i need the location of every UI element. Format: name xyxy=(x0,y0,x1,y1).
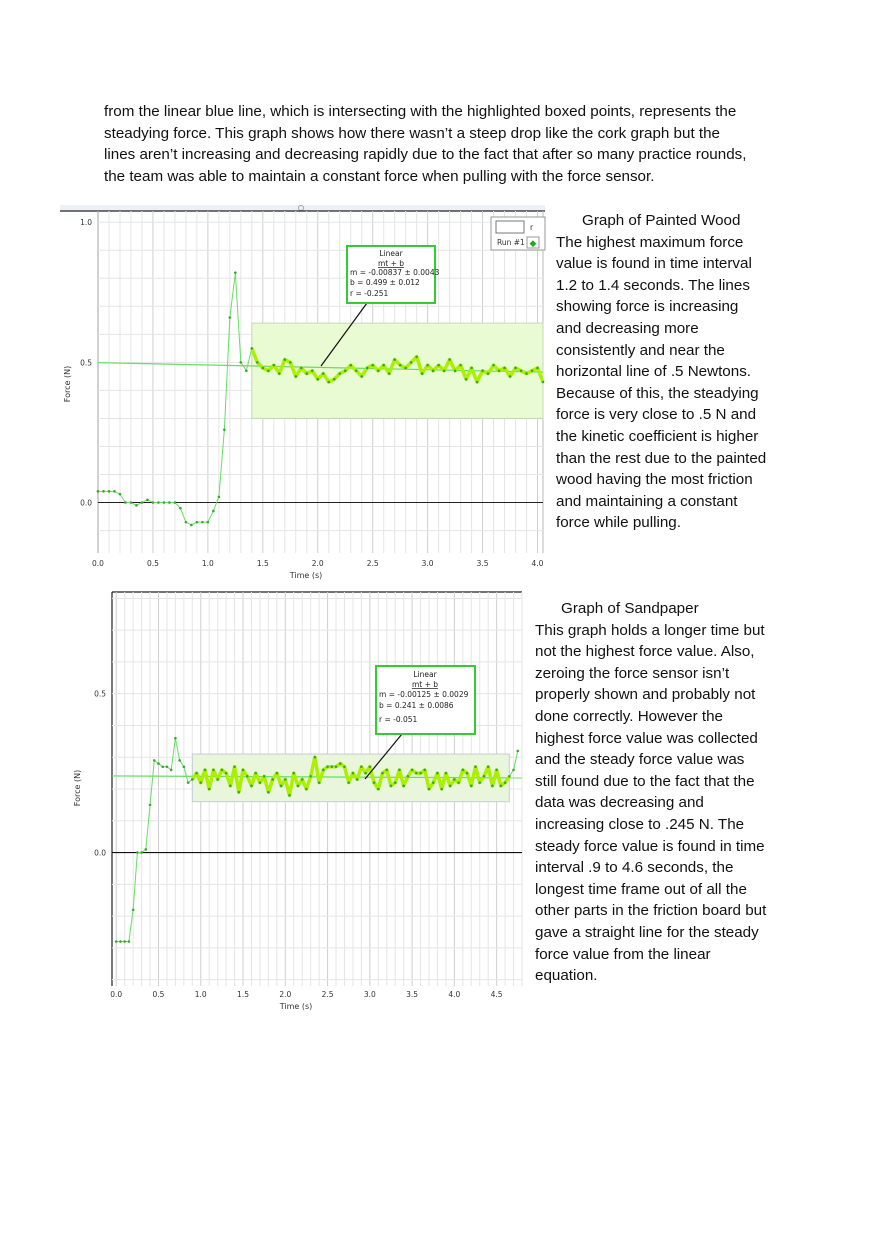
description-line: force is very close to .5 N and xyxy=(556,406,757,424)
intro-line: steadying force. This graph shows how there wasn’t a steep drop like the cork graph but the xyxy=(104,124,721,142)
data-point xyxy=(254,772,257,775)
data-point xyxy=(393,358,396,361)
description-line: showing force is increasing xyxy=(556,298,739,316)
data-point xyxy=(344,369,347,372)
data-point xyxy=(240,361,243,364)
data-point xyxy=(356,778,359,781)
description-line: longest time frame out of all the xyxy=(535,880,747,898)
fit-title: Linear xyxy=(413,670,437,679)
data-point xyxy=(410,361,413,364)
data-point xyxy=(333,378,336,381)
data-point xyxy=(453,778,456,781)
data-point xyxy=(288,794,291,797)
data-point xyxy=(411,769,414,772)
data-point xyxy=(470,367,473,370)
data-point xyxy=(221,769,224,772)
data-point xyxy=(436,772,439,775)
data-point xyxy=(113,490,116,493)
sandpaper-chart xyxy=(70,588,530,1018)
data-point xyxy=(207,521,210,524)
intro-paragraph xyxy=(104,101,794,187)
data-point xyxy=(474,765,477,768)
data-point xyxy=(542,381,545,384)
data-point xyxy=(399,364,402,367)
data-point xyxy=(140,851,143,854)
data-point xyxy=(201,521,204,524)
data-point xyxy=(157,762,160,765)
description-line: steady force value is found in time xyxy=(535,837,765,855)
data-point xyxy=(470,785,473,788)
data-point xyxy=(449,785,452,788)
data-point xyxy=(263,775,266,778)
data-point xyxy=(377,788,380,791)
data-point xyxy=(394,781,397,784)
data-point xyxy=(166,765,169,768)
y-tick-label: 0.5 xyxy=(80,358,92,368)
y-axis-label: Force (N) xyxy=(63,365,72,403)
data-point xyxy=(487,765,490,768)
data-point xyxy=(476,381,479,384)
description-line: consistently and near the xyxy=(556,341,725,359)
data-point xyxy=(223,428,226,431)
data-point xyxy=(157,501,160,504)
x-tick-label: 1.5 xyxy=(237,990,249,999)
data-point xyxy=(428,788,431,791)
data-point xyxy=(326,765,329,768)
data-point xyxy=(119,940,122,943)
data-point xyxy=(283,358,286,361)
data-point xyxy=(297,785,300,788)
data-point xyxy=(440,788,443,791)
data-point xyxy=(123,940,126,943)
data-point xyxy=(178,759,181,762)
data-point xyxy=(305,788,308,791)
data-point xyxy=(208,788,211,791)
data-point xyxy=(229,316,232,319)
x-tick-label: 0.5 xyxy=(152,990,165,999)
data-point xyxy=(146,498,149,501)
data-point xyxy=(419,772,422,775)
data-point xyxy=(102,490,105,493)
data-point xyxy=(349,364,352,367)
data-point xyxy=(495,769,498,772)
data-point xyxy=(426,364,429,367)
data-point xyxy=(234,271,237,274)
data-point xyxy=(262,367,265,370)
data-point xyxy=(448,358,451,361)
x-tick-label: 0.0 xyxy=(92,559,104,568)
data-point xyxy=(309,775,312,778)
description-line: wood having the most friction xyxy=(556,471,753,489)
data-point xyxy=(322,372,325,375)
painted-wood-description xyxy=(556,210,766,534)
data-point xyxy=(318,781,321,784)
data-point xyxy=(352,772,355,775)
data-point xyxy=(216,778,219,781)
data-point xyxy=(108,490,111,493)
data-point xyxy=(514,367,517,370)
data-point xyxy=(437,364,440,367)
data-point xyxy=(398,769,401,772)
data-point xyxy=(487,372,490,375)
data-point xyxy=(97,490,100,493)
fit-correlation: r = -0.051 xyxy=(379,715,418,724)
x-tick-label: 2.0 xyxy=(311,559,324,568)
data-point xyxy=(322,769,325,772)
description-line: properly shown and probably not xyxy=(535,686,756,704)
run-marker-icon: ◆ xyxy=(529,239,537,249)
data-point xyxy=(338,372,341,375)
data-point xyxy=(187,781,190,784)
data-point xyxy=(161,765,164,768)
data-point xyxy=(135,504,138,507)
description-line: The highest maximum force xyxy=(556,233,744,251)
data-point xyxy=(238,791,241,794)
data-point xyxy=(347,781,350,784)
description-line: still found due to the fact that the xyxy=(535,772,755,790)
data-point xyxy=(191,778,194,781)
x-tick-label: 4.0 xyxy=(531,559,544,568)
data-point xyxy=(498,369,501,372)
fit-slope: m = -0.00837 ± 0.0043 xyxy=(350,268,440,277)
data-point xyxy=(343,765,346,768)
data-point xyxy=(377,369,380,372)
description-line: other parts in the friction board but xyxy=(535,902,767,920)
data-point xyxy=(316,378,319,381)
data-point xyxy=(267,791,270,794)
y-tick-label: 0.0 xyxy=(80,498,92,508)
description-line: the kinetic coefficient is higher xyxy=(556,427,759,445)
data-point xyxy=(481,369,484,372)
data-point xyxy=(385,769,388,772)
data-point xyxy=(271,778,274,781)
data-point xyxy=(212,769,215,772)
data-point xyxy=(136,851,139,854)
data-point xyxy=(267,369,270,372)
data-point xyxy=(311,369,314,372)
data-point xyxy=(466,772,469,775)
data-point xyxy=(390,785,393,788)
fit-intercept: b = 0.241 ± 0.0086 xyxy=(379,701,454,710)
data-point xyxy=(179,507,182,510)
description-line: increasing close to .245 N. The xyxy=(535,815,745,833)
run-legend[interactable] xyxy=(491,217,545,250)
data-point xyxy=(404,367,407,370)
data-point xyxy=(278,372,281,375)
data-point xyxy=(256,361,259,364)
x-tick-label: 3.0 xyxy=(363,990,376,999)
data-point xyxy=(443,369,446,372)
description-line: than the rest due to the painted xyxy=(556,449,767,467)
data-point xyxy=(381,772,384,775)
data-point xyxy=(432,781,435,784)
data-point xyxy=(492,364,495,367)
data-point xyxy=(457,781,460,784)
data-point xyxy=(149,804,152,807)
data-point xyxy=(170,769,173,772)
x-tick-label: 4.5 xyxy=(490,990,503,999)
data-point xyxy=(245,369,248,372)
painted-wood-title: Graph of Painted Wood xyxy=(582,212,741,229)
data-point xyxy=(229,785,232,788)
x-tick-label: 0.0 xyxy=(110,990,123,999)
data-point xyxy=(284,778,287,781)
data-point xyxy=(174,737,177,740)
data-point xyxy=(364,772,367,775)
data-point xyxy=(504,781,507,784)
data-point xyxy=(454,369,457,372)
data-point xyxy=(478,781,481,784)
data-point xyxy=(531,369,534,372)
x-tick-label: 0.5 xyxy=(146,559,159,568)
description-line: value is found in time interval xyxy=(556,255,752,273)
description-line: done correctly. However the xyxy=(535,707,723,725)
data-point xyxy=(196,521,199,524)
data-point xyxy=(330,765,333,768)
x-tick-label: 3.0 xyxy=(421,559,434,568)
data-point xyxy=(503,367,506,370)
data-point xyxy=(233,765,236,768)
x-tick-label: 2.5 xyxy=(321,990,334,999)
intro-line: from the linear blue line, which is intersecting with the highlighted boxed points, represents the xyxy=(104,103,737,120)
x-tick-label: 4.0 xyxy=(448,990,461,999)
data-point xyxy=(512,769,515,772)
data-point xyxy=(445,772,448,775)
data-point xyxy=(276,772,279,775)
description-line: force value from the linear xyxy=(535,945,711,963)
sandpaper-title: Graph of Sandpaper xyxy=(561,600,699,617)
intro-line: lines aren’t increasing and decreasing rapidly due to the fact that after so many practice rounds, xyxy=(104,146,747,163)
data-point xyxy=(360,765,363,768)
description-line: interval .9 to 4.6 seconds, the xyxy=(535,859,734,877)
data-point xyxy=(168,501,171,504)
x-tick-label: 3.5 xyxy=(476,559,489,568)
description-line: highest force value was collected xyxy=(535,729,758,747)
description-line: and decreasing more xyxy=(556,319,699,337)
legend-color-label: r xyxy=(530,223,534,232)
description-line: equation. xyxy=(535,967,598,985)
data-point xyxy=(185,521,188,524)
data-point xyxy=(301,778,304,781)
fit-slope: m = -0.00125 ± 0.0029 xyxy=(379,690,469,699)
y-tick-label: 1.0 xyxy=(80,218,92,228)
x-tick-label: 2.0 xyxy=(279,990,292,999)
description-line: not the highest force value. Also, xyxy=(535,643,755,661)
description-line: data was decreasing and xyxy=(535,794,704,812)
data-point xyxy=(465,378,468,381)
data-point xyxy=(163,501,166,504)
data-point xyxy=(382,364,385,367)
data-point xyxy=(366,367,369,370)
data-point xyxy=(369,765,372,768)
y-tick-label: 0.0 xyxy=(94,848,106,858)
data-point xyxy=(199,781,202,784)
data-point xyxy=(190,524,193,527)
description-line: 1.2 to 1.4 seconds. The lines xyxy=(556,276,750,294)
fit-equation: mt + b xyxy=(411,680,439,689)
description-line: gave a straight line for the steady xyxy=(535,923,759,941)
x-tick-label: 1.0 xyxy=(201,559,214,568)
data-point xyxy=(183,765,186,768)
data-point xyxy=(280,785,283,788)
data-point xyxy=(432,369,435,372)
data-point xyxy=(491,785,494,788)
data-point xyxy=(119,493,122,496)
data-point xyxy=(115,940,118,943)
description-line: Because of this, the steadying xyxy=(556,384,759,402)
intro-line: the team was able to maintain a constant force when pulling with the force sensor. xyxy=(104,167,655,185)
data-point xyxy=(124,501,127,504)
data-point xyxy=(259,781,262,784)
data-point xyxy=(212,510,215,513)
legend-color-field[interactable] xyxy=(496,221,524,233)
painted-wood-chart xyxy=(60,203,550,581)
data-point xyxy=(195,772,198,775)
y-axis-label: Force (N) xyxy=(73,769,82,807)
x-tick-label: 1.0 xyxy=(194,990,207,999)
data-point xyxy=(462,769,465,772)
data-point xyxy=(128,940,131,943)
data-point xyxy=(300,367,303,370)
data-point xyxy=(327,381,330,384)
data-point xyxy=(423,769,426,772)
x-tick-label: 2.5 xyxy=(366,559,379,568)
data-point xyxy=(415,355,418,358)
data-point xyxy=(536,367,539,370)
data-point xyxy=(335,765,338,768)
data-point xyxy=(294,375,297,378)
data-point xyxy=(509,375,512,378)
data-point xyxy=(251,347,254,350)
x-axis-label: Time (s) xyxy=(279,1002,313,1011)
x-axis-label: Time (s) xyxy=(289,571,323,580)
data-point xyxy=(508,775,511,778)
data-point xyxy=(141,501,144,504)
description-line: and maintaining a constant xyxy=(556,492,738,510)
fit-intercept: b = 0.499 ± 0.012 xyxy=(350,278,420,287)
data-point xyxy=(218,496,221,499)
data-point xyxy=(305,372,308,375)
description-line: force while pulling. xyxy=(556,514,681,532)
data-point xyxy=(371,364,374,367)
fit-equation: mt + b xyxy=(377,259,405,268)
linear-fit-box[interactable] xyxy=(347,246,440,303)
fit-correlation: r = -0.251 xyxy=(350,289,389,298)
description-line: horizontal line of .5 Newtons. xyxy=(556,363,752,381)
data-point xyxy=(516,750,519,753)
data-point xyxy=(525,372,528,375)
data-point xyxy=(246,775,249,778)
data-point xyxy=(421,372,424,375)
description-line: This graph holds a longer time but xyxy=(535,621,765,639)
fit-title: Linear xyxy=(379,249,403,258)
description-line: and the steady force value was xyxy=(535,751,745,769)
data-point xyxy=(145,848,148,851)
data-point xyxy=(415,772,418,775)
data-point xyxy=(273,364,276,367)
data-point xyxy=(500,785,503,788)
data-point xyxy=(204,769,207,772)
data-point xyxy=(388,372,391,375)
data-point xyxy=(174,501,177,504)
data-point xyxy=(373,781,376,784)
legend-run-label: Run #1 xyxy=(497,238,525,247)
data-point xyxy=(402,785,405,788)
data-point xyxy=(152,501,155,504)
data-point xyxy=(153,759,156,762)
data-point xyxy=(407,775,410,778)
data-point xyxy=(289,361,292,364)
linear-fit-box[interactable] xyxy=(376,666,475,734)
x-tick-label: 1.5 xyxy=(256,559,269,568)
data-point xyxy=(130,501,133,504)
x-tick-label: 3.5 xyxy=(406,990,419,999)
data-point xyxy=(292,772,295,775)
data-point xyxy=(459,364,462,367)
data-point xyxy=(355,369,358,372)
data-point xyxy=(250,785,253,788)
description-line: zeroing the force sensor isn’t xyxy=(535,664,730,682)
data-point xyxy=(360,375,363,378)
sandpaper-description xyxy=(535,598,766,987)
data-point xyxy=(339,762,342,765)
data-point xyxy=(242,769,245,772)
data-point xyxy=(520,369,523,372)
data-point xyxy=(225,772,228,775)
data-point xyxy=(483,775,486,778)
data-point xyxy=(132,908,135,911)
data-point xyxy=(314,756,317,759)
y-tick-label: 0.5 xyxy=(94,689,106,699)
